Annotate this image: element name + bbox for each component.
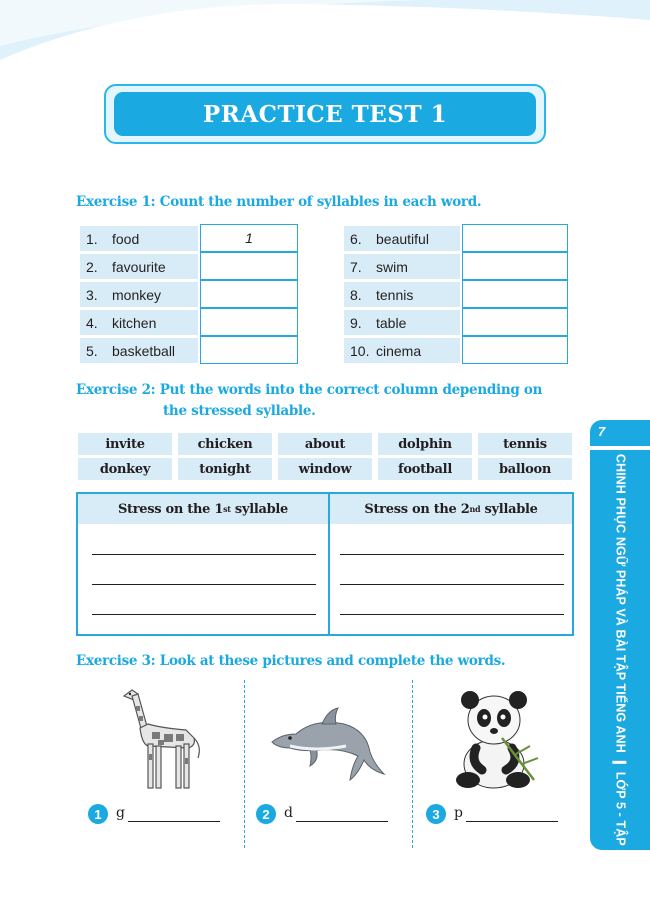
picture-divider xyxy=(244,680,245,848)
item-number: 5. xyxy=(86,342,98,359)
stress-first-syllable-header xyxy=(78,494,328,524)
word-bank-item: tennis xyxy=(478,433,572,455)
page-number: 7 xyxy=(598,424,606,439)
exercise1-heading xyxy=(76,194,481,210)
exercise1-item xyxy=(0,282,650,310)
col1-label-suffix: syllable xyxy=(230,501,289,517)
exercise2-heading xyxy=(76,382,542,398)
exercise3-number: Exercise 3: xyxy=(76,653,156,669)
picture-divider xyxy=(412,680,413,848)
side-tab-bar xyxy=(613,761,627,764)
col1-label-sup: st xyxy=(223,504,231,514)
item-number-badge: 1 xyxy=(88,804,108,824)
exercise1-word-cell xyxy=(344,338,460,363)
item-number: 3. xyxy=(86,286,98,303)
giraffe-picture xyxy=(112,684,212,794)
stress-column-divider xyxy=(328,494,330,634)
page-title: PRACTICE TEST 1 xyxy=(202,100,448,128)
exercise1-word-cell xyxy=(344,310,460,335)
stress-table xyxy=(76,492,574,636)
col1-answer-line[interactable] xyxy=(92,584,316,585)
exercise1-item xyxy=(0,338,650,366)
item-number-badge: 3 xyxy=(426,804,446,824)
word-answer-line[interactable] xyxy=(128,821,220,822)
title-banner xyxy=(104,84,546,144)
item-word: favourite xyxy=(112,258,166,275)
panda-picture xyxy=(446,684,546,792)
exercise1-number: Exercise 1: xyxy=(76,194,156,210)
exercise2-heading-line2 xyxy=(163,403,316,419)
col1-answer-line[interactable] xyxy=(92,554,316,555)
exercise1-word-cell xyxy=(344,254,460,279)
item-word: cinema xyxy=(376,342,422,359)
book-title: CHINH PHỤC NGỮ PHÁP VÀ BÀI TẬP TIẾNG ANH xyxy=(613,453,628,753)
exercise1-item xyxy=(0,254,650,282)
col2-label-prefix: Stress on the 2 xyxy=(364,501,470,517)
col2-answer-line[interactable] xyxy=(340,584,564,585)
item-number-badge: 2 xyxy=(256,804,276,824)
item-number: 2. xyxy=(86,258,98,275)
item-word: beautiful xyxy=(376,230,429,247)
syllable-answer-box[interactable] xyxy=(462,280,568,308)
header-swoosh-decoration xyxy=(0,0,650,90)
word-bank-item: dolphin xyxy=(378,433,472,455)
item-number: 1. xyxy=(86,230,98,247)
exercise1-word-cell xyxy=(344,226,460,251)
exercise2-number: Exercise 2: xyxy=(76,382,156,398)
col2-label-sup: nd xyxy=(469,504,481,514)
col2-label-suffix: syllable xyxy=(480,501,538,517)
exercise1-instruction: Count the number of syllables in each word. xyxy=(159,194,482,210)
item-word: basketball xyxy=(112,342,176,359)
word-bank-item: tonight xyxy=(178,458,272,480)
grade-label: LỚP 5 - TẬP 1 xyxy=(613,771,628,857)
exercise3-heading xyxy=(76,653,505,669)
word-bank-item: window xyxy=(278,458,372,480)
exercise2-instruction-line1: Put the words into the correct column depending on xyxy=(159,382,543,398)
word-answer-line[interactable] xyxy=(296,821,388,822)
item-word: monkey xyxy=(112,286,162,303)
exercise1-word-cell xyxy=(344,282,460,307)
starting-letter: g xyxy=(116,805,125,821)
item-word: food xyxy=(112,230,140,247)
item-number: 10. xyxy=(350,342,370,359)
item-word: swim xyxy=(376,258,408,275)
item-number: 7. xyxy=(350,258,362,275)
syllable-answer-box[interactable] xyxy=(462,308,568,336)
side-tab-separator xyxy=(590,446,650,450)
word-bank-item: football xyxy=(378,458,472,480)
col1-label-prefix: Stress on the 1 xyxy=(117,501,224,517)
exercise2-instruction-line2: the stressed syllable. xyxy=(163,403,316,419)
syllable-answer-box[interactable]: 1 xyxy=(200,224,298,252)
item-word: table xyxy=(376,314,407,331)
col2-answer-line[interactable] xyxy=(340,554,564,555)
word-bank-item: donkey xyxy=(78,458,172,480)
starting-letter: p xyxy=(454,805,463,821)
word-bank-item: chicken xyxy=(178,433,272,455)
exercise1-item xyxy=(0,310,650,338)
side-tab-text xyxy=(613,454,628,856)
item-number: 4. xyxy=(86,314,98,331)
word-bank-item: balloon xyxy=(478,458,572,480)
word-answer-line[interactable] xyxy=(466,821,558,822)
exercise1-item xyxy=(0,226,650,254)
item-number: 6. xyxy=(350,230,362,247)
word-bank-item: about xyxy=(278,433,372,455)
stress-second-syllable-header xyxy=(330,494,572,524)
col2-answer-line[interactable] xyxy=(340,614,564,615)
syllable-answer-box[interactable] xyxy=(462,336,568,364)
dolphin-picture xyxy=(266,700,390,784)
syllable-answer-box[interactable] xyxy=(462,224,568,252)
exercise3-instruction: Look at these pictures and complete the words. xyxy=(159,653,506,669)
item-number: 9. xyxy=(350,314,362,331)
item-number: 8. xyxy=(350,286,362,303)
col1-answer-line[interactable] xyxy=(92,614,316,615)
starting-letter: d xyxy=(284,805,293,821)
syllable-answer-box[interactable] xyxy=(462,252,568,280)
word-bank-item: invite xyxy=(78,433,172,455)
item-word: kitchen xyxy=(112,314,157,331)
item-word: tennis xyxy=(376,286,414,303)
